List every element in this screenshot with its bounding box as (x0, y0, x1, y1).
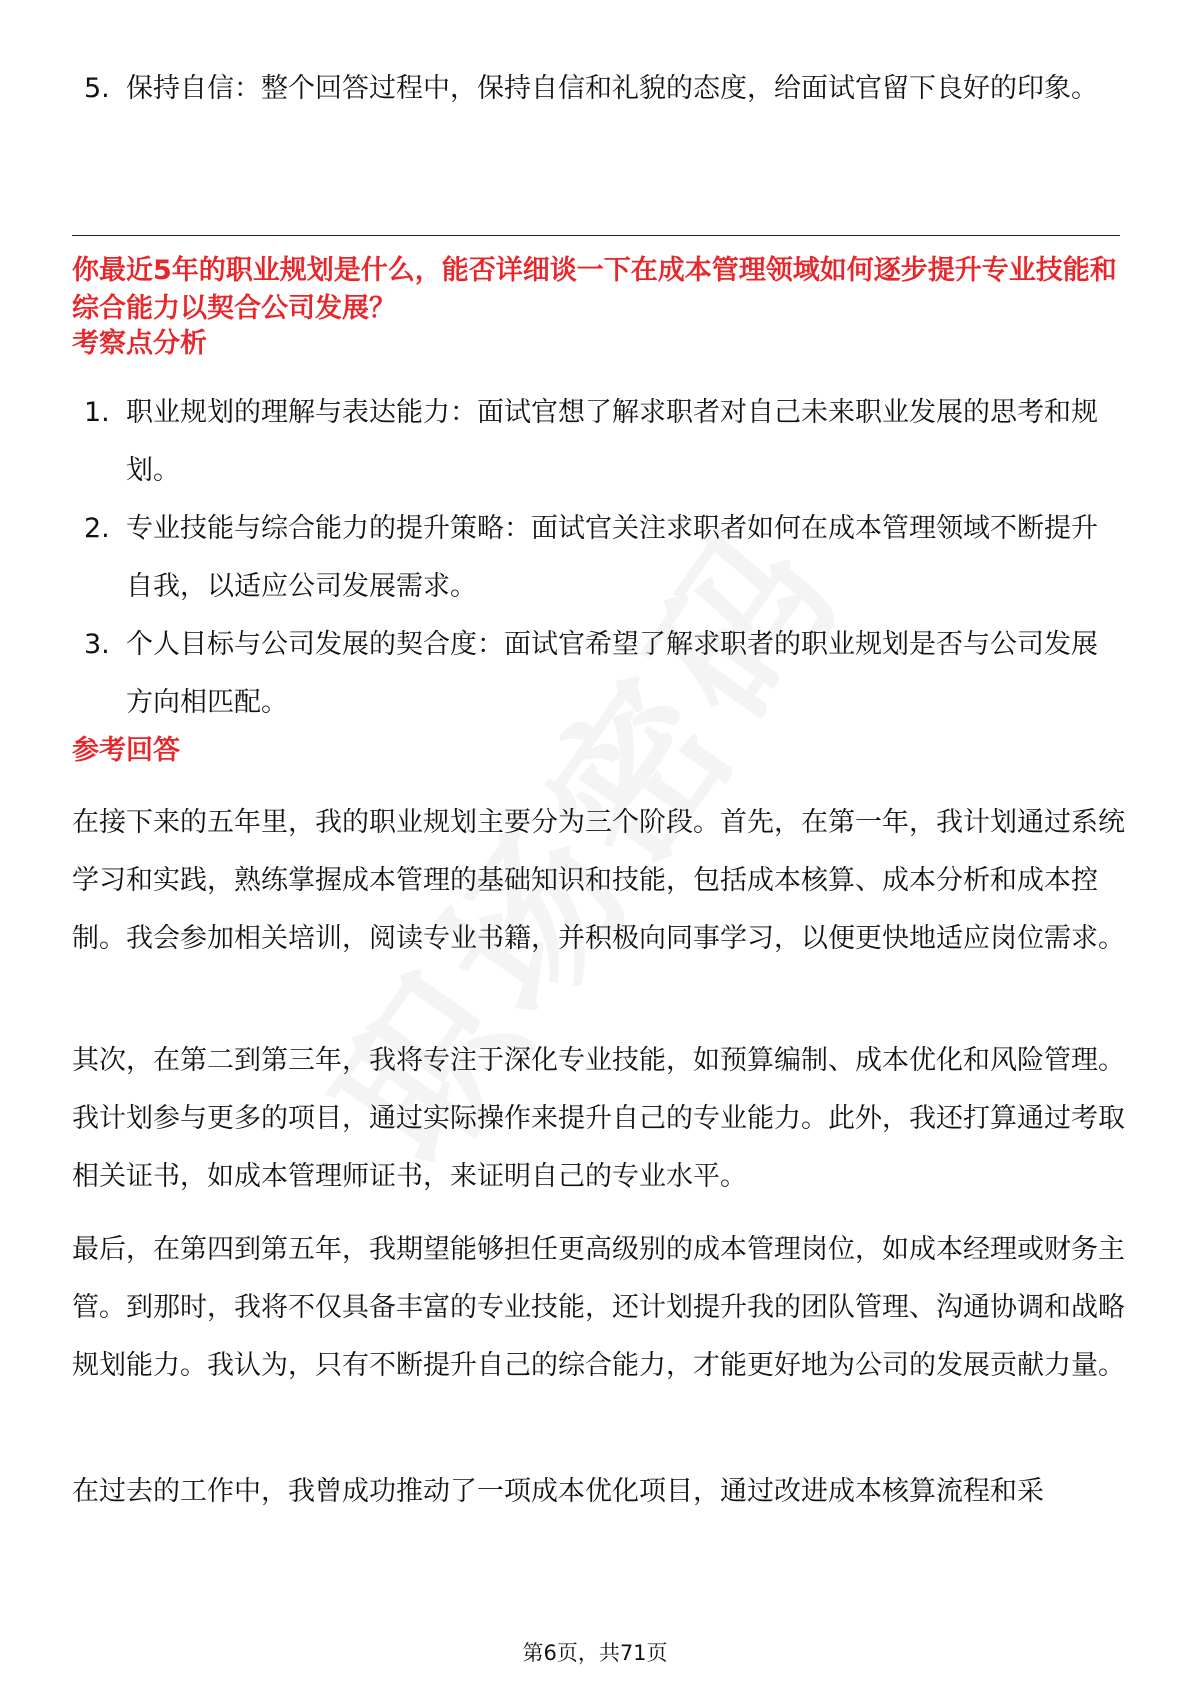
list-number: 5. (84, 73, 110, 104)
answer-paragraph: 最后，在第四到第五年，我期望能够担任更高级别的成本管理岗位，如成本经理或财务主管。到那时，我将不仅具备丰富的专业技能，还计划提升我的团队管理、沟通协调和战略规划能力。我认为，只有不断提升自己的综合能力，才能更好地为公司的发展贡献力量。 (72, 1234, 1125, 1381)
answer-paragraph: 在过去的工作中，我曾成功推动了一项成本优化项目，通过改进成本核算流程和采 (72, 1476, 1044, 1507)
question-title: 你最近5年的职业规划是什么，能否详细谈一下在成本管理领域如何逐步提升专业技能和综合能力以契合公司发展？ (72, 255, 1117, 324)
analysis-list (72, 384, 1122, 732)
list-item (72, 616, 1122, 732)
list-item (72, 60, 1122, 118)
list-number: 2. (84, 513, 110, 544)
answer-paragraph: 其次，在第二到第三年，我将专注于深化专业技能，如预算编制、成本优化和风险管理。我计划参与更多的项目，通过实际操作来提升自己的专业能力。此外，我还打算通过考取相关证书，如成本管理师证书，来证明自己的专业水平。 (72, 1045, 1125, 1192)
analysis-heading: 考察点分析 (72, 328, 207, 359)
list-item (72, 384, 1122, 500)
list-number: 1. (84, 397, 110, 428)
answer-paragraph: 在接下来的五年里，我的职业规划主要分为三个阶段。首先，在第一年，我计划通过系统学习和实践，熟练掌握成本管理的基础知识和技能，包括成本核算、成本分析和成本控制。我会参加相关培训，阅读专业书籍，并积极向同事学习，以便更快地适应岗位需求。 (72, 807, 1125, 954)
top-list (72, 60, 1122, 118)
page-number: 第6页，共71页 (522, 1641, 668, 1665)
divider (72, 235, 1120, 236)
list-text: 职业规划的理解与表达能力：面试官想了解求职者对自己未来职业发展的思考和规划。 (126, 397, 1098, 486)
list-number: 3. (84, 629, 110, 660)
list-text: 个人目标与公司发展的契合度：面试官希望了解求职者的职业规划是否与公司发展方向相匹配。 (126, 629, 1098, 718)
list-item (72, 500, 1122, 616)
list-text: 保持自信：整个回答过程中，保持自信和礼貌的态度，给面试官留下良好的印象。 (126, 73, 1098, 104)
answer-heading: 参考回答 (72, 735, 180, 766)
list-text: 专业技能与综合能力的提升策略：面试官关注求职者如何在成本管理领域不断提升自我，以适应公司发展需求。 (126, 513, 1098, 602)
